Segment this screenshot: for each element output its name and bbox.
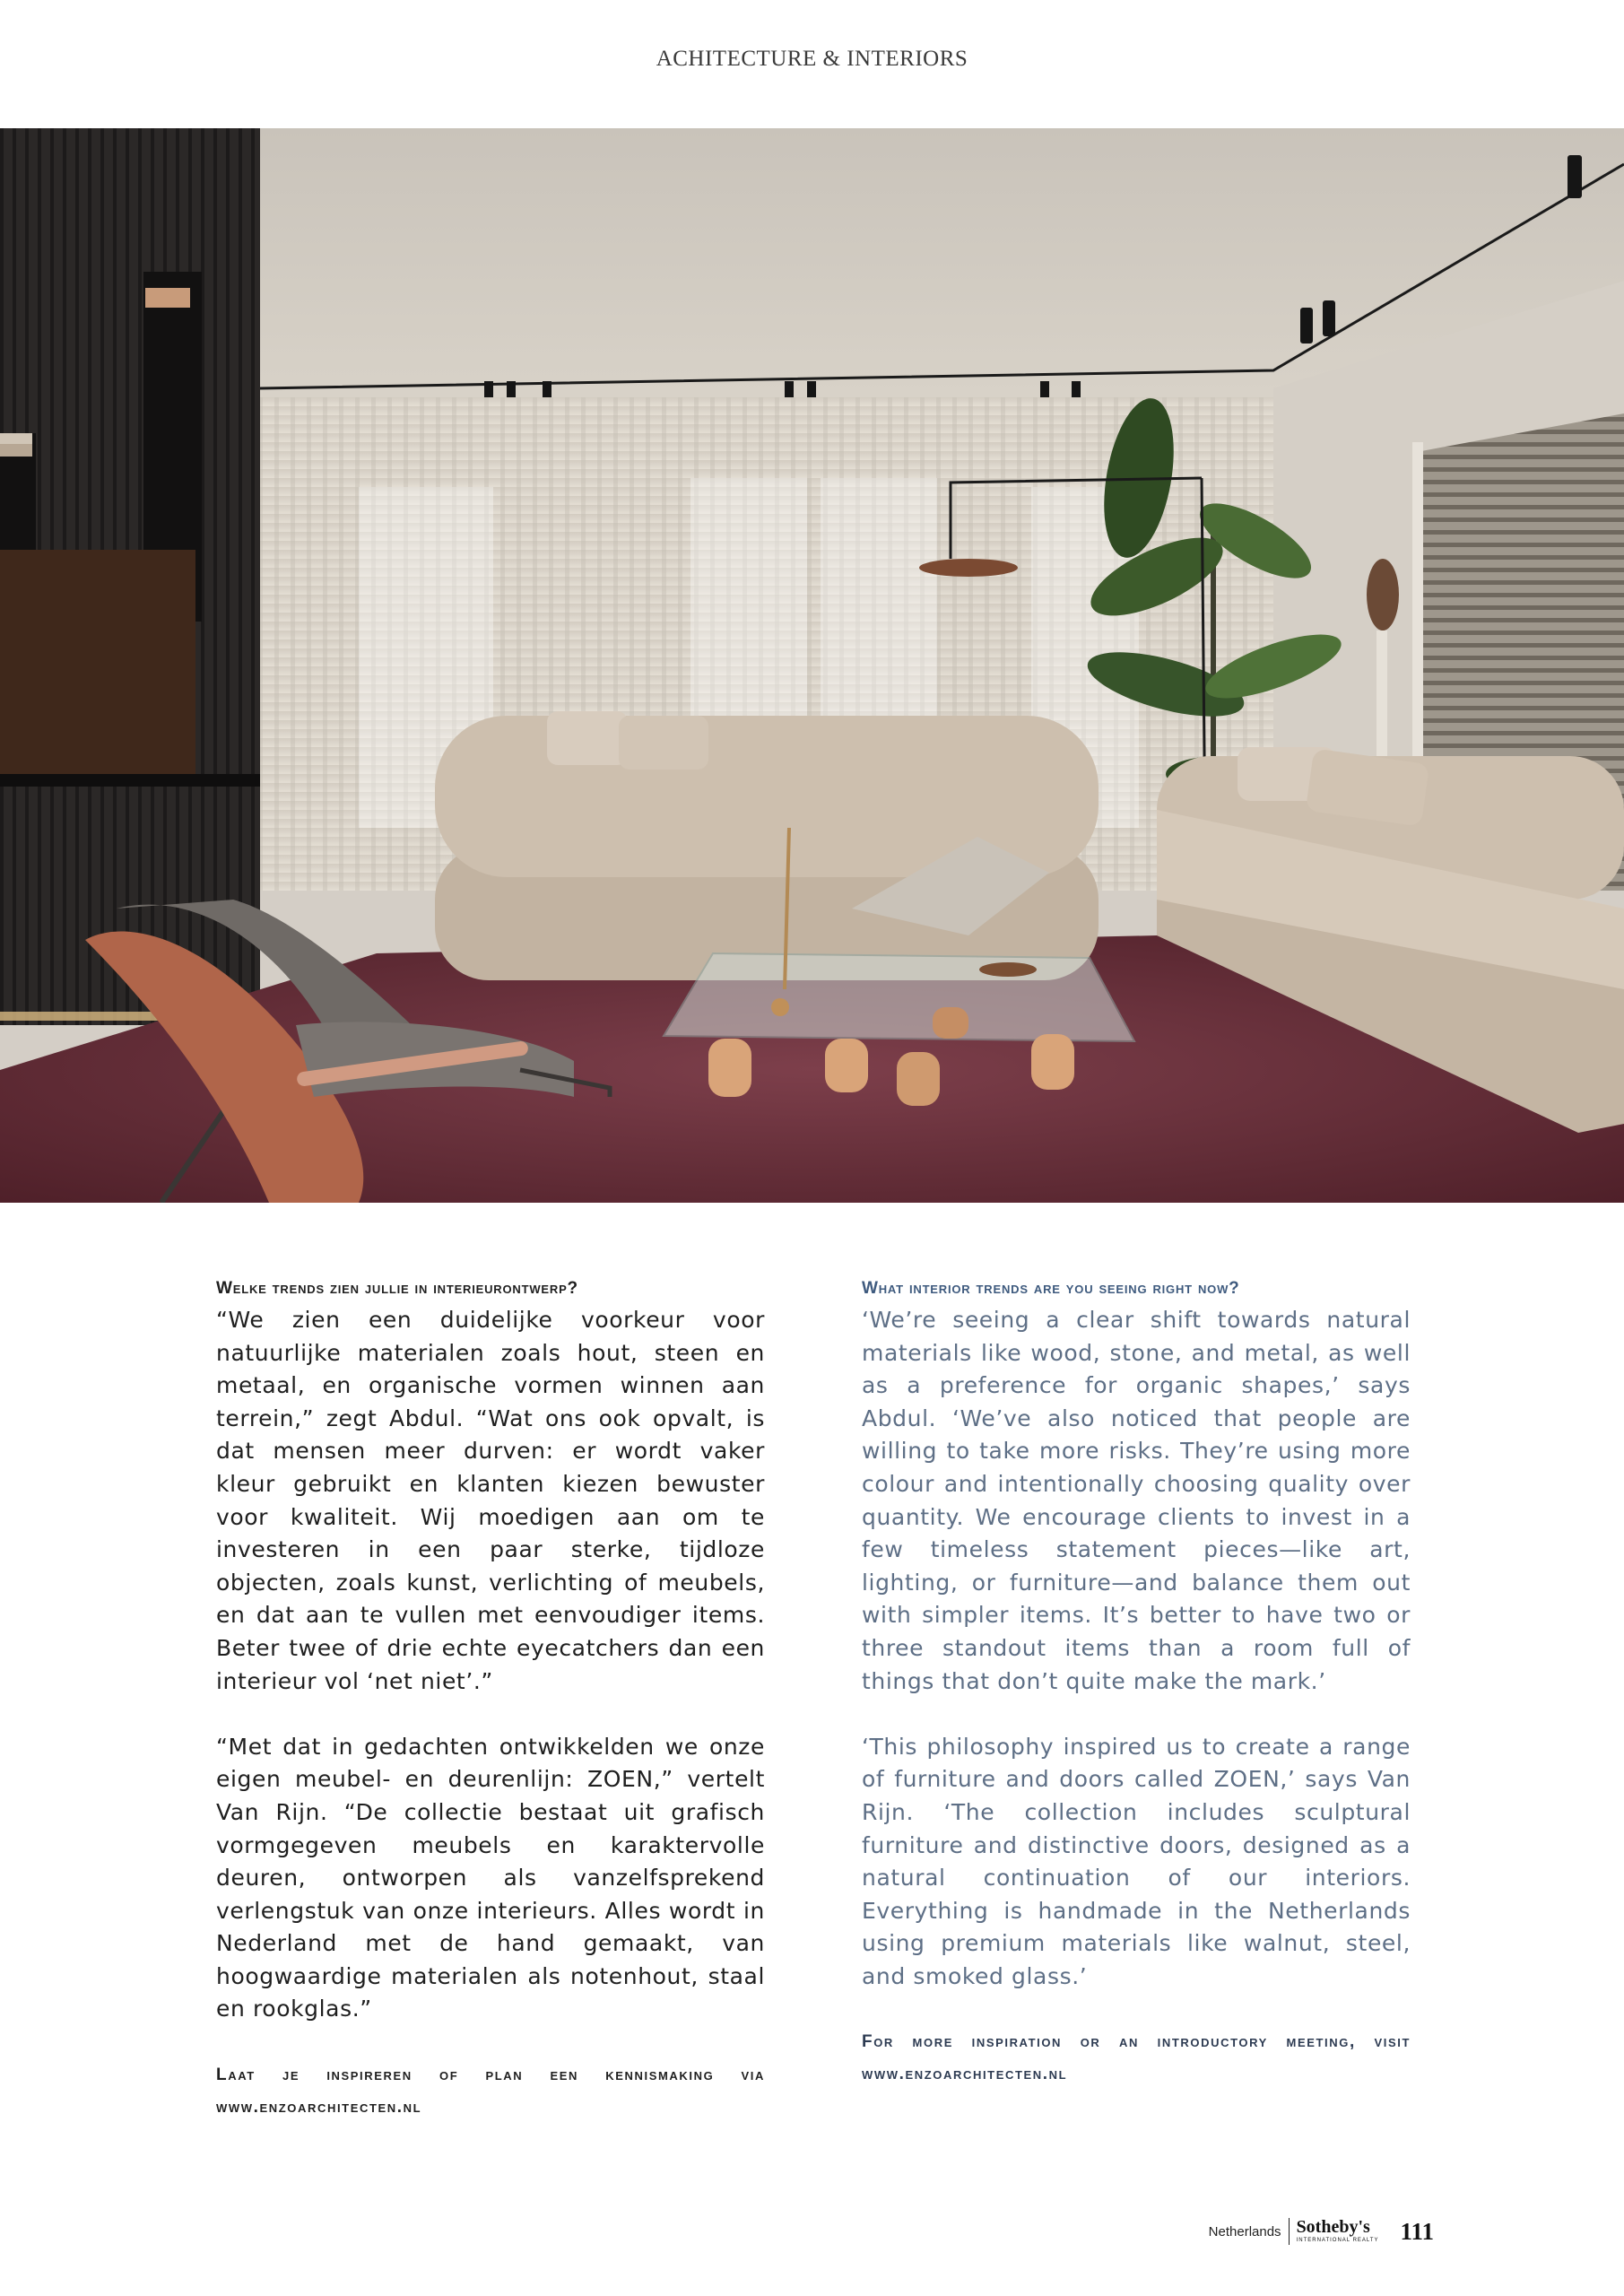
sculpture <box>1367 559 1399 631</box>
living-room-illustration <box>0 128 1624 1203</box>
dutch-heading: Welke trends zien jullie in interieurontwerp? <box>216 1279 578 1298</box>
page-number: 111 <box>1400 2217 1434 2245</box>
interior-photo <box>0 128 1624 1203</box>
english-heading: What interior trends are you seeing right now? <box>862 1279 1240 1298</box>
dutch-cta-link[interactable]: Laat je inspireren of plan een kennismaking via www.enzoarchitecten.nl <box>216 2065 765 2117</box>
page-footer <box>1209 2209 1434 2254</box>
dutch-paragraph-2: “Met dat in gedachten ontwikkelden we onze eigen meubel- en deurenlijn: ZOEN,” vertelt Van Rijn. “De collectie bestaat uit grafisch vormgegeven meubels en karaktervolle deuren, ontworpen als vanzelfsprekend verlengstuk van onze interieurs. Alles wordt in Nederland met de hand gemaakt, van hoogwaardige materialen als notenhout, staal en rookglas.” <box>216 1733 765 2022</box>
back-sofa <box>435 711 1099 980</box>
shelf-books <box>145 288 190 308</box>
brand-subtitle: INTERNATIONAL REALTY <box>1296 2238 1379 2243</box>
english-paragraph-2: ‘This philosophy inspired us to create a range of furniture and doors called ZOEN,’ says Van Rijn. ‘The collection includes sculptural furniture and distinctive doors, designed as a natural continuation of our interiors. Everything is handmade in the Netherlands using premium materials like walnut, steel, and smoked glass.’ <box>862 1733 1411 1989</box>
sothebys-logo <box>1290 2218 1379 2245</box>
english-paragraph-1: ‘We’re seeing a clear shift towards natural materials like wood, stone, and metal, as well as a preference for organic shapes,’ says Abdul. ‘We’ve also noticed that people are willing to take more risks. They’re using more colour and intentionally choosing quality over quantity. We encourage clients to invest in a few timeless statement pieces—like art, lighting, or furniture—and balance them out with simpler items. It’s better to have two or three standout items than a room full of things that don’t quite make the mark.’ <box>862 1307 1411 1694</box>
section-header: ACHITECTURE & INTERIORS <box>656 47 968 71</box>
brand-name: Sotheby's <box>1296 2217 1370 2237</box>
dutch-column <box>216 1277 765 2124</box>
english-column <box>862 1277 1411 2091</box>
english-cta-link[interactable]: For more inspiration or an introductory meeting, visit www.enzoarchitecten.nl <box>862 2032 1411 2084</box>
footer-country: Netherlands <box>1208 2223 1281 2239</box>
lamp-shade <box>919 559 1018 577</box>
dutch-paragraph-1: “We zien een duidelijke voorkeur voor natuurlijke materialen zoals hout, steen en metaal, en organische vormen winnen aan terrein,” zegt Abdul. “Wat ons ook opvalt, is dat mensen meer durven: er wordt vaker kleur gebruikt en klanten kiezen bewuster voor kwaliteit. Wij moedigen aan om te investeren in een paar sterke, tijdloze objecten, zoals kunst, verlichting of meubels, en dat aan te vullen met eenvoudiger items. Beter twee of drie echte eyecatchers dan een interieur vol ‘net niet’.” <box>216 1307 765 1694</box>
